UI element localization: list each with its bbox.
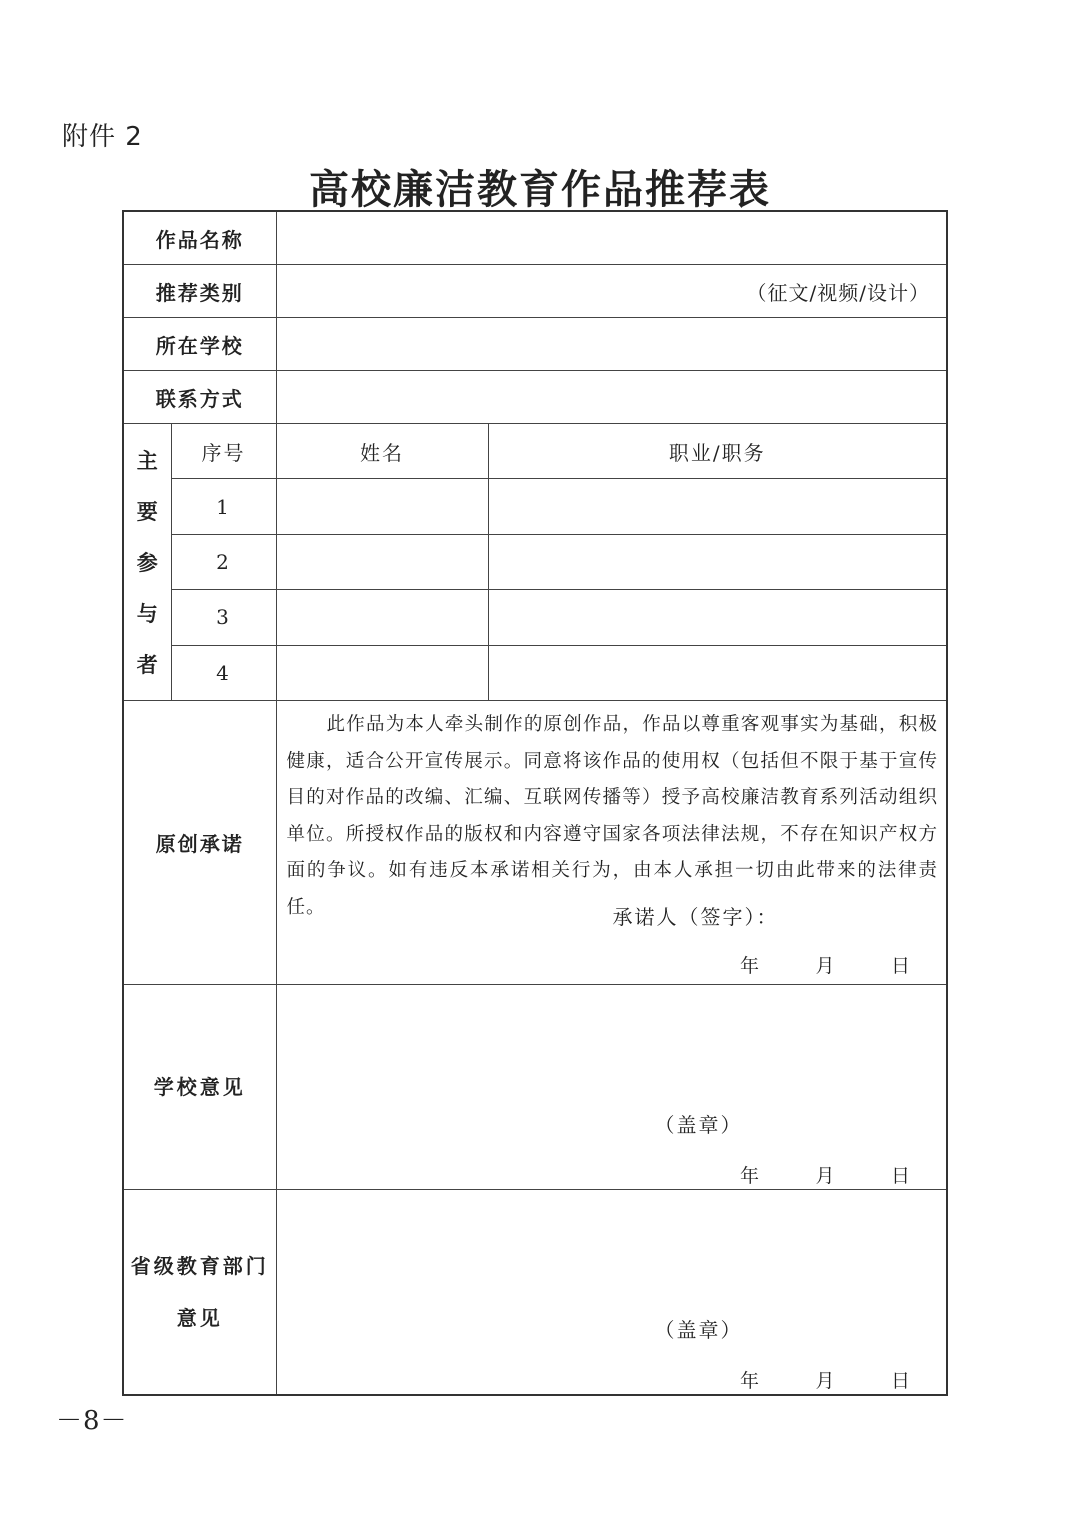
participant-row: [123, 645, 947, 700]
province-opinion-label: [123, 1190, 276, 1396]
participants-header-row: [123, 424, 947, 479]
form-title: 高校廉洁教育作品推荐表: [309, 166, 771, 213]
date-month: 月: [815, 1370, 835, 1392]
participant-name-field[interactable]: [276, 534, 488, 589]
page-number: －8－: [56, 1406, 128, 1436]
school-stamp-label: （盖章）: [654, 1113, 743, 1137]
pledge-label: 原创承诺: [123, 701, 276, 985]
side-char: 者: [136, 653, 158, 677]
date-day: 日: [890, 955, 910, 977]
recommendation-form-table: [122, 210, 948, 1396]
province-label-line2: 意见: [176, 1306, 223, 1330]
school-opinion-field[interactable]: [276, 985, 947, 1190]
category-field[interactable]: [276, 265, 947, 318]
participant-job-field[interactable]: [488, 645, 947, 700]
col-header-job: 职业/职务: [488, 424, 947, 479]
side-char: 主: [136, 449, 158, 473]
row-school: [123, 318, 947, 371]
category-label: 推荐类别: [123, 265, 276, 318]
school-opinion-row: [123, 985, 947, 1190]
participant-name-field[interactable]: [276, 479, 488, 534]
participant-row: [123, 479, 947, 534]
participant-no: 4: [171, 645, 276, 700]
school-opinion-date: [740, 1161, 910, 1188]
signer-label: 承诺人（签字）：: [612, 905, 779, 929]
pledge-date: [740, 951, 910, 978]
participant-name-field[interactable]: [276, 590, 488, 645]
pledge-row: [123, 701, 947, 985]
row-contact: [123, 371, 947, 424]
side-char: 要: [136, 500, 158, 524]
province-opinion-date: [740, 1366, 910, 1393]
date-month: 月: [815, 955, 835, 977]
pledge-text: 此作品为本人牵头制作的原创作品，作品以尊重客观事实为基础，积极健康，适合公开宣传展示。同意将该作品的使用权（包括但不限于基于宣传目的对作品的改编、汇编、互联网传播等）授予高校廉洁教育系列活动组织单位。所授权作品的版权和内容遵守国家各项法律法规，不存在知识产权方面的争议。如有违反本承诺相关行为，由本人承担一切由此带来的法律责任。: [286, 714, 938, 918]
participant-no: 2: [171, 534, 276, 589]
date-month: 月: [815, 1165, 835, 1187]
work-name-field[interactable]: [276, 211, 947, 265]
attachment-label: 附件 2: [62, 122, 143, 152]
row-work-name: [123, 211, 947, 265]
contact-label: 联系方式: [123, 371, 276, 424]
date-day: 日: [890, 1370, 910, 1392]
date-year: 年: [740, 1370, 760, 1392]
participants-side-label: [123, 424, 171, 701]
participant-job-field[interactable]: [488, 590, 947, 645]
date-year: 年: [740, 1165, 760, 1187]
date-day: 日: [890, 1165, 910, 1187]
participant-row: [123, 534, 947, 589]
province-opinion-field[interactable]: [276, 1190, 947, 1396]
participant-name-field[interactable]: [276, 645, 488, 700]
school-opinion-label: 学校意见: [123, 985, 276, 1190]
participant-job-field[interactable]: [488, 479, 947, 534]
school-label: 所在学校: [123, 318, 276, 371]
school-field[interactable]: [276, 318, 947, 371]
contact-field[interactable]: [276, 371, 947, 424]
pledge-cell: [276, 701, 947, 985]
side-char: 与: [136, 602, 158, 626]
participant-job-field[interactable]: [488, 534, 947, 589]
participant-no: 1: [171, 479, 276, 534]
participant-row: [123, 590, 947, 645]
province-stamp-label: （盖章）: [654, 1318, 743, 1342]
category-hint: （征文/视频/设计）: [746, 280, 930, 305]
province-label-line1: 省级教育部门: [130, 1254, 269, 1278]
work-name-label: 作品名称: [123, 211, 276, 265]
col-header-no: 序号: [171, 424, 276, 479]
participant-no: 3: [171, 590, 276, 645]
date-year: 年: [740, 955, 760, 977]
side-char: 参: [136, 551, 158, 575]
row-category: [123, 265, 947, 318]
province-opinion-row: [123, 1190, 947, 1396]
col-header-name: 姓名: [276, 424, 488, 479]
